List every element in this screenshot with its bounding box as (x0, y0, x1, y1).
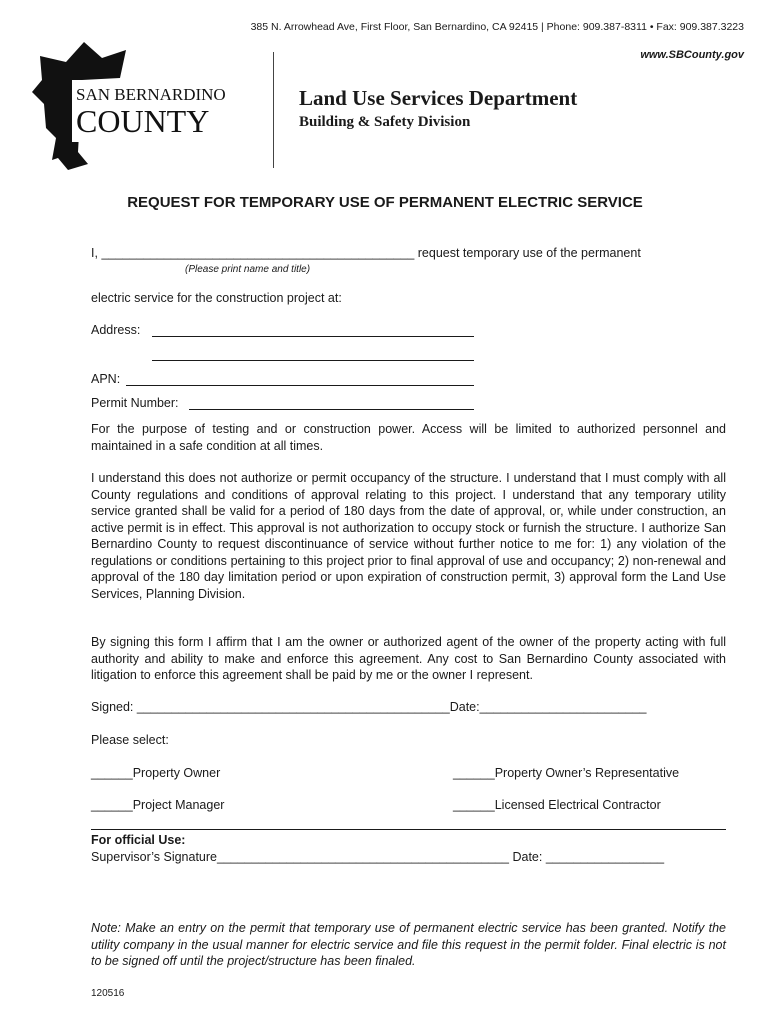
signature-line (91, 699, 646, 716)
please-select: Please select: (91, 733, 169, 747)
note-text: Note: Make an entry on the permit that temporary use of permanent electric service has been granted. Notify the utility company in the usual manner for electric service and file this request in the permit folder. Final electric is not to be signed off until the project/structure has been finaled. (91, 921, 726, 968)
option-blank[interactable]: ______ (91, 766, 133, 780)
form-code: 120516 (91, 988, 125, 999)
signature-field[interactable]: _____________________________________________ (136, 700, 450, 714)
option-electrical-contractor[interactable] (453, 797, 661, 814)
name-field[interactable]: _____________________________________________ (101, 246, 415, 260)
official-heading: For official Use: (91, 833, 186, 847)
official-divider (91, 829, 726, 830)
supervisor-label: Supervisor’s Signature (91, 850, 217, 864)
address-field-2[interactable] (152, 359, 474, 361)
address-field-1[interactable] (152, 335, 474, 337)
contact-info: 385 N. Arrowhead Ave, First Floor, San Bernardino, CA 92415 | Phone: 909.387-8311 • Fax: 909.387.3223 (250, 21, 744, 33)
supervisor-line (91, 849, 664, 866)
date-field[interactable]: ________________________ (479, 700, 647, 714)
option-blank[interactable]: ______ (91, 798, 133, 812)
option-label: Property Owner’s Representative (494, 766, 680, 780)
name-prefix: I, (91, 246, 98, 260)
paragraph-understanding: I understand this does not authorize or permit occupancy of the structure. I understand that I must comply with all County regulations and conditions of approval relating to this project. I understand that any temporary utility service granted shall be valid for a period of 180 days from the date of approval, or, while under construction, an active permit is in effect. This approval is not authorization to occupy stock or furnish the structure. I authorize San Bernardino County to request discontinuance of service without further notice to me for: 1) any violation of the regulations or conditions pertaining to this project prior to final approval of use and occupancy; 2) non-renewal and approval of the 180 day limitation period or upon expiration of construction permit, 3) approval form the Land Use Services, Planning Division. (91, 471, 726, 601)
option-property-owner[interactable] (91, 765, 220, 782)
option-owner-representative[interactable] (453, 765, 679, 782)
form-title: REQUEST FOR TEMPORARY USE OF PERMANENT ELECTRIC SERVICE (127, 194, 643, 211)
signed-label: Signed: (91, 700, 134, 714)
logo-line-2: COUNTY (76, 103, 210, 139)
name-line (91, 245, 641, 262)
header-divider (273, 52, 274, 168)
name-hint: (Please print name and title) (185, 264, 311, 275)
address-label: Address: (91, 323, 141, 337)
option-label: Property Owner (132, 766, 221, 780)
apn-field[interactable] (126, 384, 474, 386)
service-line: electric service for the construction project at: (91, 291, 342, 305)
website-link[interactable]: www.SBCounty.gov (640, 49, 744, 61)
division-name: Building & Safety Division (299, 114, 471, 130)
apn-label: APN: (91, 372, 121, 386)
logo-line-1: SAN BERNARDINO (76, 85, 226, 104)
option-label: Project Manager (132, 798, 225, 812)
name-suffix: request temporary use of the permanent (417, 246, 641, 260)
permit-label: Permit Number: (91, 396, 179, 410)
official-date-label: Date: (512, 850, 543, 864)
supervisor-signature-field[interactable]: __________________________________________ (217, 850, 509, 864)
paragraph-affirmation: By signing this form I affirm that I am the owner or authorized agent of the owner of the property acting with full authority and ability to make and enforce this agreement. Any cost to San Bernardino County associated with litigation to enforce this agreement shall be paid by me or the owner I represent. (91, 635, 726, 682)
option-blank[interactable]: ______ (453, 766, 495, 780)
option-label: Licensed Electrical Contractor (494, 798, 661, 812)
option-project-manager[interactable] (91, 797, 224, 814)
paragraph-purpose: For the purpose of testing and or construction power. Access will be limited to authorized personnel and maintained in a safe condition at all times. (91, 422, 726, 453)
option-blank[interactable]: ______ (453, 798, 495, 812)
department-name: Land Use Services Department (299, 86, 578, 110)
official-date-field[interactable]: _________________ (545, 850, 665, 864)
date-label: Date: (449, 700, 480, 714)
permit-field[interactable] (189, 408, 474, 410)
county-logo (28, 40, 248, 170)
